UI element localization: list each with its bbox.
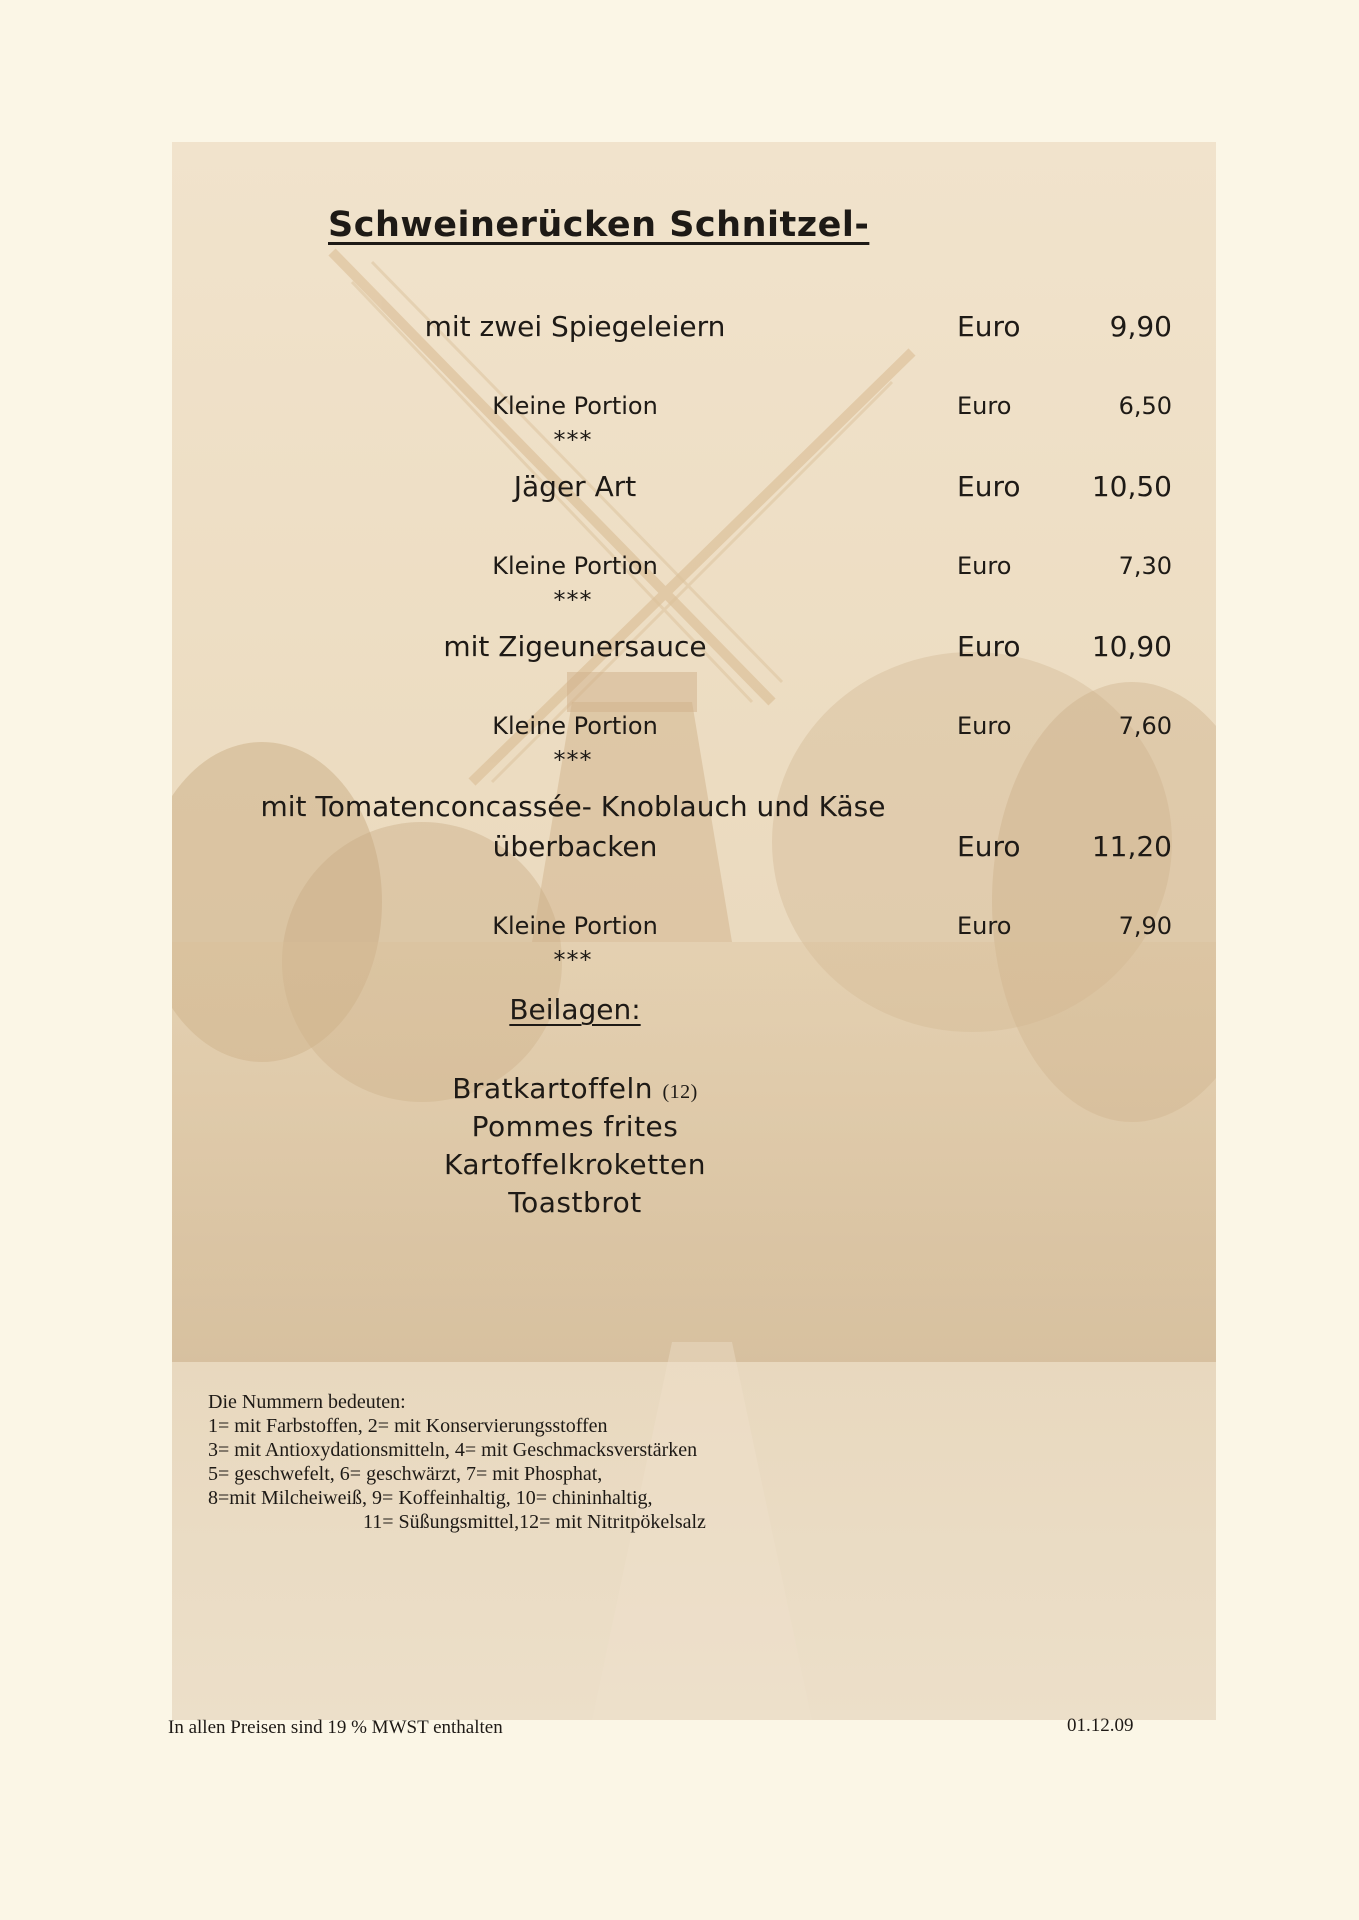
legend-line: 1= mit Farbstoffen, 2= mit Konservierungsstoffen <box>208 1415 608 1437</box>
side-dish-item: Kartoffelkroketten <box>444 1148 706 1181</box>
separator-stars: *** <box>553 426 593 454</box>
page-title: Schweinerücken Schnitzel- <box>328 205 870 245</box>
side-dish-name: Bratkartoffeln <box>452 1072 654 1105</box>
menu-item-price: 7,90 <box>1118 912 1172 940</box>
menu-item-name-line2: überbacken <box>492 830 658 863</box>
currency-label: Euro <box>957 392 1012 420</box>
menu-item-name: Jäger Art <box>513 470 637 503</box>
menu-item-price: 10,50 <box>1091 470 1172 503</box>
vat-note: In allen Preisen sind 19 % MWST enthalten <box>168 1717 503 1738</box>
currency-label: Euro <box>957 712 1012 740</box>
legend-line: 5= geschwefelt, 6= geschwärzt, 7= mit Phosphat, <box>208 1463 603 1485</box>
menu-item-name: Kleine Portion <box>492 392 658 420</box>
legend-line: 11= Süßungsmittel,12= mit Nitritpökelsalz <box>363 1511 706 1533</box>
legend-line: 3= mit Antioxydationsmitteln, 4= mit Geschmacksverstärken <box>208 1439 698 1461</box>
menu-item-name-line1: mit Tomatenconcassée- Knoblauch und Käse <box>260 790 886 823</box>
side-dish-item <box>452 1072 698 1105</box>
side-dish-item: Toastbrot <box>508 1186 642 1219</box>
currency-label: Euro <box>957 630 1021 663</box>
menu-item-price: 7,30 <box>1118 552 1172 580</box>
menu-item-name: Kleine Portion <box>492 912 658 940</box>
menu-item-price: 10,90 <box>1091 630 1172 663</box>
menu-item-price: 9,90 <box>1109 310 1172 343</box>
menu-item-price: 11,20 <box>1091 830 1172 863</box>
legend-line: Die Nummern bedeuten: <box>208 1391 406 1413</box>
menu-item-name: Kleine Portion <box>492 552 658 580</box>
currency-label: Euro <box>957 552 1012 580</box>
side-dish-item: Pommes frites <box>471 1110 679 1143</box>
menu-item-name: Kleine Portion <box>492 712 658 740</box>
separator-stars: *** <box>553 586 593 614</box>
currency-label: Euro <box>957 310 1021 343</box>
print-date: 01.12.09 <box>1067 1715 1134 1736</box>
currency-label: Euro <box>957 470 1021 503</box>
currency-label: Euro <box>957 830 1021 863</box>
menu-item-price: 7,60 <box>1118 712 1172 740</box>
menu-item-name: mit zwei Spiegeleiern <box>424 310 726 343</box>
legend-line: 8=mit Milcheiweiß, 9= Koffeinhaltig, 10= chininhaltig, <box>208 1487 653 1509</box>
currency-label: Euro <box>957 912 1012 940</box>
additives-legend <box>208 1390 706 1534</box>
additive-note: (12) <box>662 1081 698 1103</box>
side-dishes-heading: Beilagen: <box>509 993 641 1026</box>
menu-item-name: mit Zigeunersauce <box>443 630 707 663</box>
separator-stars: *** <box>553 946 593 974</box>
separator-stars: *** <box>553 746 593 774</box>
menu-item-price: 6,50 <box>1118 392 1172 420</box>
